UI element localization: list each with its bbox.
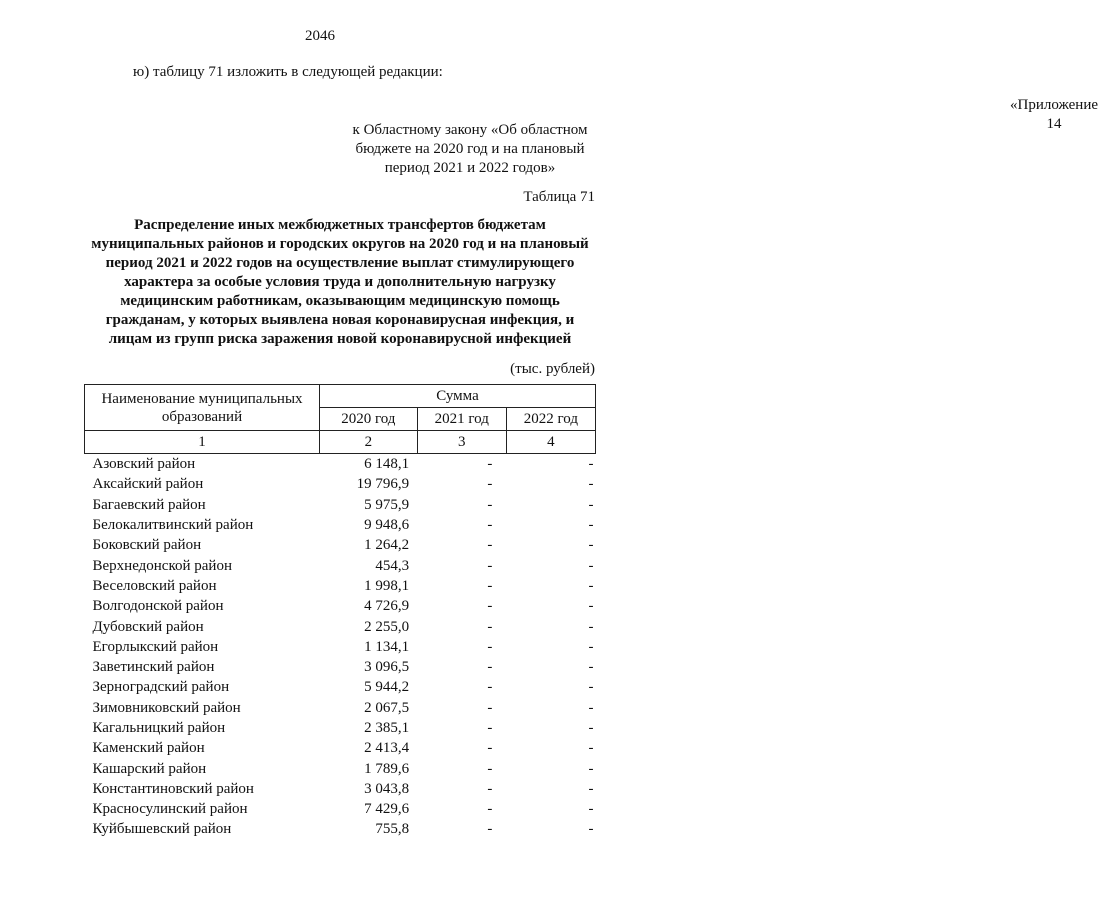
table-row [85, 535, 596, 555]
table-row [85, 819, 596, 839]
value-2021: - [487, 537, 493, 554]
municipality-name: Веселовский район [92, 577, 217, 594]
header-year-2020: 2020 год [320, 408, 418, 431]
header-municipality: Наименование муниципальных образований [85, 385, 320, 431]
value-2020: 4 726,9 [364, 598, 410, 615]
value-2021: - [487, 496, 493, 513]
value-2022: - [588, 537, 594, 554]
value-2020: 5 975,9 [364, 496, 410, 513]
municipality-name: Зимовниковский район [92, 699, 241, 716]
table-row [85, 799, 596, 819]
value-2020: 3 043,8 [364, 780, 410, 797]
value-2022: - [588, 618, 594, 635]
value-2021: - [487, 740, 493, 757]
column-number: 1 [85, 431, 320, 454]
value-2021: - [487, 720, 493, 736]
transfers-table [84, 384, 596, 840]
value-2020: 19 796,9 [356, 476, 410, 493]
municipality-name: Егорлыкский район [92, 638, 219, 655]
table-row [85, 738, 596, 758]
municipality-name: Белокалитвинский район [92, 517, 254, 534]
table-row [85, 637, 596, 657]
value-2021: - [487, 679, 493, 696]
value-2021: - [487, 476, 493, 493]
value-2022: - [588, 659, 594, 676]
value-2022: - [588, 760, 594, 777]
value-2020: 755,8 [375, 821, 410, 838]
value-2022: - [588, 456, 594, 473]
value-2020: 2 413,4 [364, 740, 410, 757]
value-2021: - [487, 780, 493, 797]
value-2022: - [588, 801, 594, 818]
value-2021: - [487, 598, 493, 615]
value-2021: - [487, 801, 493, 818]
municipality-name: Волгодонской район [92, 598, 224, 615]
value-2022: - [588, 598, 594, 615]
page-number: 2046 [305, 28, 335, 44]
value-2022: - [588, 577, 594, 594]
column-number: 4 [506, 431, 595, 454]
value-2022: - [588, 517, 594, 534]
value-2020: 454,3 [375, 557, 410, 574]
value-2022: - [588, 720, 594, 736]
value-2020: 2 385,1 [364, 720, 410, 736]
municipality-name: Азовский район [92, 456, 196, 473]
table-row [85, 779, 596, 799]
value-2022: - [588, 780, 594, 797]
municipality-name: Дубовский район [92, 618, 204, 635]
value-2020: 5 944,2 [364, 679, 410, 696]
table-row [85, 576, 596, 596]
municipality-name: Кашарский район [92, 760, 207, 777]
header-year-2022: 2022 год [506, 408, 595, 431]
municipality-name: Константиновский район [92, 780, 254, 797]
value-2020: 1 789,6 [364, 760, 410, 777]
value-2021: - [487, 659, 493, 676]
value-2021: - [487, 699, 493, 716]
header-sum: Сумма [320, 385, 596, 408]
table-body [85, 454, 596, 840]
table-row [85, 495, 596, 515]
table-row [85, 515, 596, 535]
value-2021: - [487, 821, 493, 838]
column-number: 2 [320, 431, 418, 454]
value-2022: - [588, 821, 594, 838]
table-row [85, 474, 596, 494]
value-2020: 1 134,1 [364, 638, 410, 655]
value-2020: 3 096,5 [364, 659, 410, 676]
value-2022: - [588, 557, 594, 574]
table-row [85, 758, 596, 778]
value-2020: 2 067,5 [364, 699, 410, 716]
table-row [85, 718, 596, 738]
municipality-name: Багаевский район [92, 496, 206, 513]
value-2021: - [487, 557, 493, 574]
municipality-name: Аксайский район [92, 476, 204, 493]
value-2021: - [487, 638, 493, 655]
table-row [85, 698, 596, 718]
value-2021: - [487, 577, 493, 594]
municipality-name: Верхнедонской район [92, 557, 232, 574]
municipality-name: Зерноградский район [92, 679, 230, 696]
intro-text: ю) таблицу 71 изложить в следующей редакции: [133, 64, 443, 80]
value-2021: - [487, 618, 493, 635]
table-row [85, 454, 596, 475]
municipality-name: Заветинский район [92, 659, 215, 676]
table-row [85, 555, 596, 575]
appendix-reference: к Областному закону «Об областном бюджете на 2020 год и на плановый период 2021 и 2022 годов» [352, 122, 588, 176]
value-2022: - [588, 679, 594, 696]
table-row [85, 657, 596, 677]
value-2022: - [588, 496, 594, 513]
column-number: 3 [417, 431, 506, 454]
value-2020: 6 148,1 [364, 456, 410, 473]
value-2022: - [588, 699, 594, 716]
value-2021: - [487, 760, 493, 777]
municipality-name: Каменский район [92, 740, 205, 757]
value-2020: 1 264,2 [364, 537, 410, 554]
municipality-name: Кагальницкий район [92, 720, 226, 736]
table-heading: Распределение иных межбюджетных трансфертов бюджетам муниципальных районов и городских округов на 2020 год и на плановый период 2021 и 2022 годов на осуществление выплат стимулирующего характера за особые условия труда и дополнительную нагрузку медицинским работникам, оказывающим медицинскую помощь гражданам, у которых выявлена новая коронавирусная инфекция, и лицам из групп риска заражения новой коронавирусной инфекцией [91, 217, 589, 347]
value-2022: - [588, 740, 594, 757]
municipality-name: Куйбышевский район [92, 821, 232, 838]
value-2021: - [487, 456, 493, 473]
table-row [85, 596, 596, 616]
value-2020: 2 255,0 [364, 618, 410, 635]
table-row [85, 677, 596, 697]
units-label: (тыс. рублей) [510, 361, 595, 377]
value-2020: 7 429,6 [364, 801, 410, 818]
header-year-2021: 2021 год [417, 408, 506, 431]
table-number: Таблица 71 [523, 189, 595, 205]
value-2021: - [487, 517, 493, 534]
value-2020: 1 998,1 [364, 577, 410, 594]
value-2022: - [588, 638, 594, 655]
table-row [85, 616, 596, 636]
municipality-name: Боковский район [92, 537, 202, 554]
appendix-title: «Приложение 14 [1010, 97, 1098, 132]
value-2020: 9 948,6 [364, 517, 410, 534]
value-2022: - [588, 476, 594, 493]
municipality-name: Красносулинский район [92, 801, 248, 818]
